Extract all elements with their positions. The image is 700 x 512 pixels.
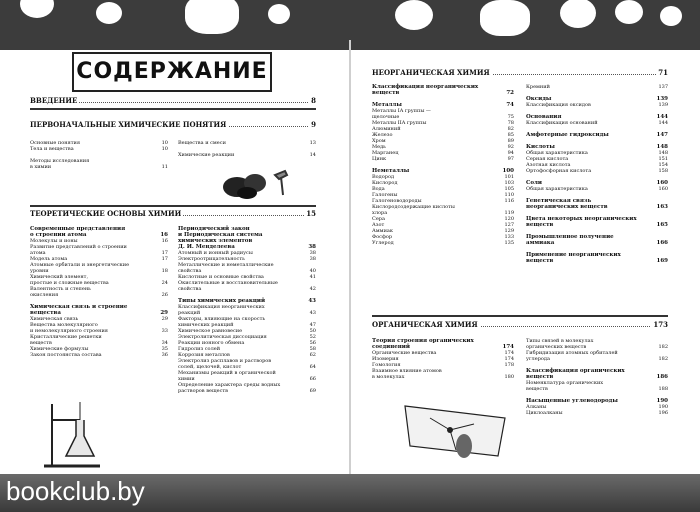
toc-entry-page: 100 (502, 168, 514, 174)
toc-entry-title: Азот (372, 222, 385, 228)
toc-entry-page: 74 (506, 102, 514, 108)
toc-entry-page: 190 (656, 398, 668, 404)
toc-entry-title: свойства (178, 268, 202, 274)
toc-entry-title: Модель атома (30, 256, 68, 262)
toc-entry-page: 17 (161, 256, 168, 262)
toc-entry-title: Марганец (372, 150, 399, 156)
toc-entry-title: Электролиз расплавов и растворов (178, 358, 272, 364)
toc-entry-page: 36 (161, 352, 168, 358)
page-title: СОДЕРЖАНИЕ (76, 59, 268, 84)
toc-entry-title: веществ (30, 340, 52, 346)
toc-entry-page: 196 (658, 410, 668, 416)
toc-entry-title: Факторы, влияющие на скорость (178, 316, 266, 322)
toc-entry-page: 38 (308, 244, 316, 250)
toc-entry-title: Молекулы и ионы (30, 238, 78, 244)
toc-entry-title: Взаимное влияние атомов (372, 368, 442, 374)
toc-entry-page: 105 (504, 186, 514, 192)
section-page: 173 (653, 320, 668, 329)
toc-entry-title: Кислоты (526, 144, 555, 150)
toc-entry-title: Классификация органических (526, 368, 625, 374)
toc-entry-page: 148 (656, 144, 668, 150)
toc-entry-page: 144 (656, 114, 668, 120)
toc-entry-title: Тела и вещества (30, 146, 74, 152)
toc-entry-page: 38 (309, 250, 316, 256)
toc-entry-page: 82 (507, 126, 514, 132)
toc-entry-title: Изомерия (372, 356, 399, 362)
toc-entry-title: Теория строения органических (372, 338, 474, 344)
toc-entry-title: Химический элемент, (30, 274, 89, 280)
toc-entry-page: 116 (504, 198, 514, 204)
toc-entry-title: химических реакций (178, 322, 234, 328)
toc-entry-page: 148 (658, 150, 668, 156)
toc-entry-title: уровни (30, 268, 49, 274)
toc-entry-title: Д. И. Менделеева (178, 244, 235, 250)
toc-entry-title: Сера (372, 216, 385, 222)
toc-entry-title: Гомология (372, 362, 401, 368)
toc-entry-page: 13 (309, 140, 316, 146)
toc-entry-page: 85 (507, 132, 514, 138)
toc-entry-title: Химические формулы (30, 346, 89, 352)
toc-entry-page: 18 (161, 268, 168, 274)
toc-entry-page: 129 (504, 228, 514, 234)
toc-entry-page: 29 (160, 310, 168, 316)
toc-entry-page: 174 (504, 350, 514, 356)
section-label: ТЕОРЕТИЧЕСКИЕ ОСНОВЫ ХИМИИ (30, 209, 182, 218)
toc-entry-title: Номенклатура органических (526, 380, 604, 386)
toc-entry-page: 69 (309, 388, 316, 394)
toc-entry-page: 120 (504, 216, 514, 222)
molecule-model-illustration (400, 398, 510, 468)
toc-entry-page: 42 (309, 286, 316, 292)
toc-entry-page: 10 (161, 146, 168, 152)
watermark: bookclub.by (6, 476, 145, 506)
section-page: 8 (311, 96, 316, 105)
toc-entry-title: Оксиды (526, 96, 552, 102)
toc-entry-page: 154 (658, 162, 668, 168)
toc-entry-title: Типы химических реакций (178, 298, 266, 304)
toc-entry-title: Аммиак (372, 228, 394, 234)
toc-entry-title: Водород (372, 174, 395, 180)
toc-entry-title: веществ (372, 90, 400, 96)
section-page: 9 (311, 120, 316, 129)
toc-entry-title: Вещества молекулярного (30, 322, 98, 328)
toc-entry-title: неорганических веществ (526, 204, 608, 210)
section-label: НЕОРГАНИЧЕСКАЯ ХИМИЯ (372, 68, 490, 77)
toc-entry-title: Насыщенные углеводороды (526, 398, 618, 404)
toc-entry-title: веществ (526, 258, 554, 264)
toc-entry-title: углерода (526, 356, 550, 362)
toc-entry-title: и немолекулярного строения (30, 328, 108, 334)
toc-entry-page: 151 (658, 156, 668, 162)
toc-entry-page: 17 (161, 250, 168, 256)
toc-entry-page: 58 (309, 346, 316, 352)
toc-entry-page: 188 (658, 386, 668, 392)
toc-entry-page: 101 (504, 174, 514, 180)
toc-entry-page: 174 (502, 344, 514, 350)
toc-entry-page: 38 (309, 256, 316, 262)
toc-entry-title: Циклоалканы (526, 410, 563, 416)
toc-entry-page: 160 (656, 180, 668, 186)
toc-entry-title: Хром (372, 138, 386, 144)
toc-entry-title: Химическая связь (30, 316, 79, 322)
footer-bar (0, 474, 700, 512)
toc-entry-title: Валентность и степень (30, 286, 91, 292)
toc-entry-page: 127 (504, 222, 514, 228)
toc-entry-page: 89 (507, 138, 514, 144)
toc-entry-page: 135 (504, 240, 514, 246)
toc-entry-title: Металлы IIA группы (372, 120, 427, 126)
toc-entry-page: 43 (308, 298, 316, 304)
toc-entry-title: Реакции ионного обмена (178, 340, 245, 346)
toc-entry-title: Общая характеристика (526, 186, 588, 192)
toc-entry-page: 16 (160, 232, 168, 238)
toc-entry-title: Закон постоянства состава (30, 352, 102, 358)
section-label: ПЕРВОНАЧАЛЬНЫЕ ХИМИЧЕСКИЕ ПОНЯТИЯ (30, 120, 227, 129)
coal-illustration (215, 165, 295, 200)
toc-entry-title: Цинк (372, 156, 387, 162)
toc-entry-title: Гидролиз солей (178, 346, 221, 352)
toc-entry-title: Органические вещества (372, 350, 437, 356)
toc-entry-title: Неметаллы (372, 168, 410, 174)
toc-entry-title: Применение неорганических (526, 252, 621, 258)
toc-entry-title: Ортофосфорная кислота (526, 168, 592, 174)
toc-entry-page: 40 (309, 268, 316, 274)
toc-entry-title: Цвета некоторых неорганических (526, 216, 637, 222)
toc-entry-title: Кремний (526, 84, 550, 90)
toc-entry-page: 158 (658, 168, 668, 174)
toc-entry-page: 62 (309, 352, 316, 358)
toc-entry-title: Общая характеристика (526, 150, 588, 156)
toc-entry-title: Алканы (526, 404, 547, 410)
toc-entry-page: 72 (506, 90, 514, 96)
toc-entry-title: Электролитическая диссоциация (178, 334, 267, 340)
toc-entry-page: 186 (656, 374, 668, 380)
toc-entry-title: Кислородсодержащие кислоты (372, 204, 455, 210)
toc-entry-page: 182 (658, 356, 668, 362)
toc-entry-title: Основные понятия (30, 140, 80, 146)
toc-entry-title: Алюминий (372, 126, 401, 132)
toc-entry-page: 29 (161, 316, 168, 322)
toc-entry-title: Химическое равновесие (178, 328, 243, 334)
toc-entry-page: 43 (309, 310, 316, 316)
toc-entry-page: 178 (504, 362, 514, 368)
toc-entry-page: 119 (504, 210, 514, 216)
toc-entry-title: органических веществ (526, 344, 587, 350)
toc-entry-page: 103 (504, 180, 514, 186)
toc-entry-page: 190 (658, 404, 668, 410)
toc-entry-title: Углерод (372, 240, 394, 246)
toc-entry-page: 50 (309, 328, 316, 334)
toc-entry-title: веществ (526, 386, 548, 392)
toc-entry-title: Фосфор (372, 234, 393, 240)
toc-entry-title: Генетическая связь (526, 198, 592, 204)
toc-entry-page: 34 (161, 340, 168, 346)
toc-entry-page: 144 (658, 120, 668, 126)
toc-entry-page: 56 (309, 340, 316, 346)
toc-entry-title: Вода (372, 186, 385, 192)
toc-entry-title: Химическая связь и строение (30, 304, 128, 310)
toc-entry-title: свойства (178, 286, 202, 292)
toc-entry-title: Химические реакции (178, 152, 235, 158)
toc-entry-title: и Периодическая система (178, 232, 263, 238)
toc-entry-page: 14 (309, 152, 316, 158)
toc-entry-page: 26 (161, 292, 168, 298)
toc-entry-title: Гибридизация атомных орбиталей (526, 350, 618, 356)
toc-entry-title: вещества (30, 310, 61, 316)
section-label: ВВЕДЕНИЕ (30, 96, 78, 105)
toc-entry-page: 139 (656, 96, 668, 102)
toc-entry-title: Классификация неорганических (372, 84, 479, 90)
toc-entry-title: в молекулах (372, 374, 405, 380)
toc-entry-title: Периодический закон (178, 226, 250, 232)
toc-entry-page: 166 (656, 240, 668, 246)
toc-entry-title: Классификация оксидов (526, 102, 591, 108)
toc-entry-page: 169 (656, 258, 668, 264)
toc-entry-title: Развитие представлений о строении (30, 244, 127, 250)
toc-entry-page: 52 (309, 334, 316, 340)
toc-entry-title: соединений (372, 344, 410, 350)
toc-entry-page: 133 (504, 234, 514, 240)
toc-entry-page: 78 (507, 120, 514, 126)
book-spine (349, 40, 351, 512)
toc-entry-page: 174 (504, 356, 514, 362)
toc-entry-page: 35 (161, 346, 168, 352)
toc-entry-title: реакций (178, 310, 201, 316)
toc-entry-title: Медь (372, 144, 386, 150)
divider (30, 108, 316, 110)
toc-entry-title: Типы связей в молекулах (526, 338, 594, 344)
toc-entry-page: 139 (658, 102, 668, 108)
toc-entry-title: Классификация оснований (526, 120, 598, 126)
toc-entry-title: Металлические и неметаллические (178, 262, 274, 268)
toc-entry-title: Основания (526, 114, 562, 120)
toc-entry-title: Определение характера среды водных (178, 382, 281, 388)
toc-entry-page: 33 (161, 328, 168, 334)
lab-flask-illustration (40, 400, 110, 472)
toc-entry-title: о строении атома (30, 232, 87, 238)
toc-entry-title: Окислительные и восстановительные (178, 280, 278, 286)
toc-entry-title: Железо (372, 132, 393, 138)
toc-entry-title: Атомные орбитали и энергетические (30, 262, 130, 268)
toc-entry-title: Соли (526, 180, 543, 186)
toc-entry-page: 47 (309, 322, 316, 328)
toc-entry-title: в химии (30, 164, 52, 170)
toc-entry-page: 147 (656, 132, 668, 138)
toc-entry-title: щелочные (372, 114, 400, 120)
toc-entry-title: Металлы IA группы — (372, 108, 431, 114)
divider (372, 315, 668, 317)
toc-entry-title: химии (178, 376, 195, 382)
toc-entry-page: 66 (309, 376, 316, 382)
toc-entry-title: Кристаллические решетки (30, 334, 102, 340)
toc-entry-title: атома (30, 250, 46, 256)
toc-entry-title: Галогеноводороды (372, 198, 422, 204)
toc-entry-title: веществ (526, 222, 554, 228)
toc-entry-title: солей, щелочей, кислот (178, 364, 242, 370)
toc-entry-page: 180 (504, 374, 514, 380)
toc-entry-title: Современные представления (30, 226, 126, 232)
page-title-box (72, 52, 272, 92)
toc-entry-page: 64 (309, 364, 316, 370)
section-label: ОРГАНИЧЕСКАЯ ХИМИЯ (372, 320, 478, 329)
toc-entry-title: Азотная кислота (526, 162, 571, 168)
toc-entry-page: 97 (507, 156, 514, 162)
toc-entry-title: Вещества и смеси (178, 140, 226, 146)
toc-entry-title: Методы исследования (30, 158, 90, 164)
toc-entry-title: Коррозия металлов (178, 352, 230, 358)
toc-entry-page: 10 (161, 140, 168, 146)
toc-entry-title: Кислород (372, 180, 398, 186)
toc-entry-title: растворов веществ (178, 388, 228, 394)
toc-entry-title: Амфотерные гидроксиды (526, 132, 609, 138)
toc-entry-page: 94 (507, 150, 514, 156)
toc-entry-title: Кислотные и основные свойства (178, 274, 264, 280)
toc-entry-title: Электроотрицательность (178, 256, 245, 262)
toc-entry-title: Серная кислота (526, 156, 569, 162)
toc-entry-page: 24 (161, 280, 168, 286)
toc-entry-page: 160 (658, 186, 668, 192)
toc-entry-title: Галогены (372, 192, 398, 198)
toc-entry-title: простые и сложные вещества (30, 280, 109, 286)
toc-entry-title: окисления (30, 292, 59, 298)
toc-entry-page: 41 (309, 274, 316, 280)
toc-entry-page: 110 (504, 192, 514, 198)
section-page: 15 (306, 209, 316, 218)
toc-entry-page: 92 (507, 144, 514, 150)
toc-entry-page: 137 (658, 84, 668, 90)
toc-entry-title: аммиака (526, 240, 555, 246)
toc-entry-page: 182 (658, 344, 668, 350)
toc-entry-page: 163 (656, 204, 668, 210)
toc-entry-title: веществ (526, 374, 554, 380)
toc-entry-title: Металлы (372, 102, 402, 108)
toc-entry-title: хлора (372, 210, 388, 216)
toc-entry-page: 75 (507, 114, 514, 120)
section-page: 71 (658, 68, 668, 77)
toc-entry-title: Классификация неорганических (178, 304, 265, 310)
toc-entry-page: 11 (161, 164, 168, 170)
toc-entry-title: Промышленное получение (526, 234, 614, 240)
toc-entry-page: 165 (656, 222, 668, 228)
divider (30, 205, 316, 207)
toc-entry-title: Механизмы реакций в органической (178, 370, 276, 376)
toc-entry-title: химических элементов (178, 238, 253, 244)
toc-entry-title: Атомный и ионный радиусы (178, 250, 253, 256)
toc-entry-page: 16 (161, 238, 168, 244)
